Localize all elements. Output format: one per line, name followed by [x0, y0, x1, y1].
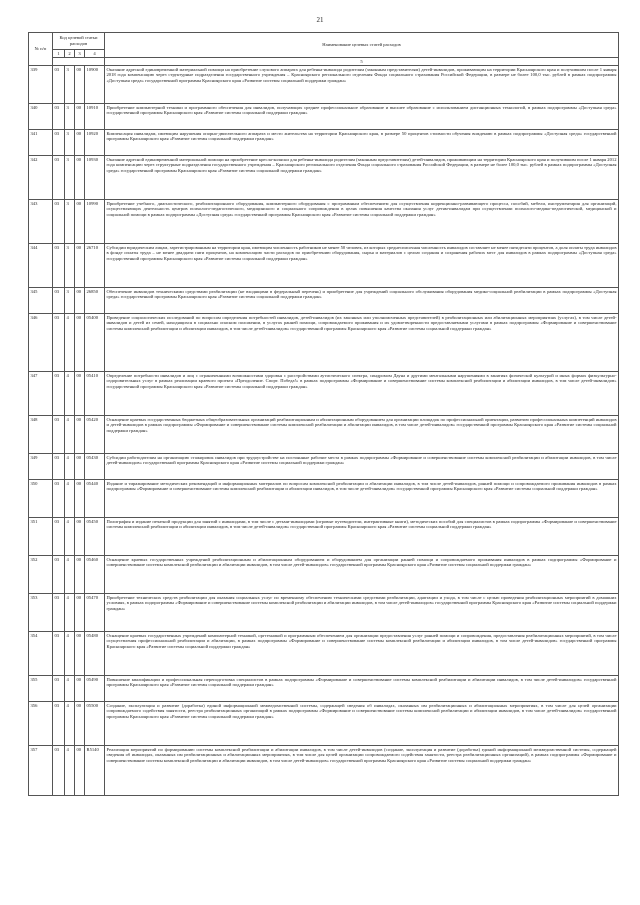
- code-part-3: 00: [75, 372, 85, 416]
- code-part-3: 00: [75, 244, 85, 288]
- row-description: Приобретение компьютерной техники и программного обеспечения для инвалидов, получающих среднее профессиональное образование и высшее образование с использованием дистанционных технологий, в рамках подпрограммы «Доступная среда» государственной программы Красноярского края «Развитие системы социальной поддержки граждан»: [105, 104, 619, 130]
- table-row: [29, 518, 619, 556]
- row-description: Проведение социологических исследований по вопросам определения потребностей инвалидов, детей-инвалидов (их законных или уполномоченных представителей) в реабилитационных или абилитационных мероприятиях (услугах), в том числе детей-инвалидов и детей из семей, находящихся в социально опасном положении, в услугах ранней помощи, сопровождаемого проживания и их удовлетворенности предоставляемыми услугами в рамках подпрограммы «Формирование и совершенствование системы комплексной реабилитации и абилитации инвалидов, в том числе детей-инвалидов» государственной программы Красноярского края «Развитие системы социальной поддержки граждан»: [105, 314, 619, 372]
- code-part-3: 00: [75, 454, 85, 480]
- row-number: 339: [29, 66, 53, 104]
- row-description: Оснащение краевых государственных учреждений компьютерной техникой, оргтехникой и программным обеспечением для организации предоставления услуг ранней помощи и сопровождения, предоставления реабилитационных мероприятий, в том числе осуществления профессиональной реабилитации и абилитации, в рамках подпрограммы «Формирование и совершенствование системы комплексной реабилитации и абилитации инвалидов, в том числе детей-инвалидов» государственной программы Красноярского края «Развитие системы социальной поддержки граждан»: [105, 632, 619, 676]
- table-row: [29, 200, 619, 244]
- code-part-4: 05500: [85, 702, 105, 746]
- code-part-3: 00: [75, 676, 85, 702]
- table-row: [29, 416, 619, 454]
- row-description: Оснащение краевых государственных учреждений реабилитационным и абилитационным оборудованием и оборудованием для организации ранней помощи и сопровождаемого проживания инвалидов в рамках подпрограммы «Формирование и совершенствование системы комплексной реабилитации и абилитации инвалидов, в том числе детей-инвалидов» государственной программы Красноярского края «Развитие системы социальной поддержки граждан»: [105, 556, 619, 594]
- table-row: [29, 676, 619, 702]
- code-part-2: 3: [65, 288, 75, 314]
- row-number: 346: [29, 314, 53, 372]
- code-part-1: 03: [53, 632, 65, 676]
- row-number: 357: [29, 746, 53, 796]
- table-row: [29, 156, 619, 200]
- row-description: Субсидии юридическим лицам, зарегистрированным на территории края, имеющим численность работников не менее 50 человек, из которых среднесписочная численность инвалидов составляет не менее пятидесяти процентов, а доля оплаты труда инвалидов в фонде оплаты труда – не менее двадцати пяти процентов, на компенсацию части расходов по приобретению оборудования, сырья и материалов с целью создания и сохранения рабочих мест для инвалидов в рамках подпрограммы «Доступная среда» государственной программы Красноярского края «Развитие системы социальной поддержки граждан»: [105, 244, 619, 288]
- code-part-2: 4: [65, 372, 75, 416]
- code-part-4: 10920: [85, 130, 105, 156]
- code-part-4: 05430: [85, 454, 105, 480]
- row-number: 352: [29, 556, 53, 594]
- row-number: 340: [29, 104, 53, 130]
- code-part-2: 4: [65, 480, 75, 518]
- table-row: [29, 244, 619, 288]
- code-part-4: 05470: [85, 594, 105, 632]
- code-part-1: 03: [53, 746, 65, 796]
- code-part-2: 4: [65, 416, 75, 454]
- code-part-2: 4: [65, 518, 75, 556]
- row-number: 350: [29, 480, 53, 518]
- row-description: Издание и тиражирование методических рекомендаций и информационных материалов по вопросам комплексной реабилитации и абилитации инвалидов, в том числе детей-инвалидов, ранней помощи и сопровождаемого проживания инвалидов в рамках подпрограммы «Формирование и совершенствование системы комплексной реабилитации и абилитации инвалидов, в том числе детей-инвалидов» государственной программы Красноярского края «Развитие системы социальной поддержки граждан»: [105, 480, 619, 518]
- table-row: [29, 556, 619, 594]
- header-name: Наименование целевых статей расходов: [105, 33, 619, 58]
- code-part-2: 4: [65, 676, 75, 702]
- code-part-3: 00: [75, 314, 85, 372]
- code-part-4: 05480: [85, 632, 105, 676]
- table-row: [29, 480, 619, 518]
- code-part-1: 03: [53, 66, 65, 104]
- row-description: Повышение квалификации и профессиональная переподготовка специалистов в рамках подпрограммы «Формирование и совершенствование системы комплексной реабилитации и абилитации инвалидов, в том числе детей-инвалидов» государственной программы Красноярского края «Развитие системы социальной поддержки граждан»: [105, 676, 619, 702]
- table-row: [29, 594, 619, 632]
- row-description: Субсидии работодателям на организацию стажировок инвалидов при трудоустройстве на постоянные рабочие места в рамках подпрограммы «Формирование и совершенствование системы комплексной реабилитации и абилитации инвалидов, в том числе детей-инвалидов» государственной программы Красноярского края «Развитие системы социальной поддержки граждан»: [105, 454, 619, 480]
- table-row: [29, 454, 619, 480]
- code-part-3: 00: [75, 288, 85, 314]
- code-part-1: 03: [53, 130, 65, 156]
- row-number: 343: [29, 200, 53, 244]
- code-part-2: 3: [65, 244, 75, 288]
- code-part-2: 4: [65, 594, 75, 632]
- code-part-2: 4: [65, 314, 75, 372]
- code-part-2: 3: [65, 130, 75, 156]
- header-num: № п/п: [29, 33, 53, 66]
- code-part-1: 03: [53, 372, 65, 416]
- code-part-4: 10910: [85, 104, 105, 130]
- header-subcol: 2: [65, 50, 75, 58]
- row-description: Оказание адресной единовременной материальной помощи на приобретение кресла-коляски для ребенка-инвалида родителям (законным представителям) детей-инвалидов, проживающим на территории Красноярского края и получившим после 1 января 2012 года компенсацию через структурные подразделения государственного учреждения – Красноярского регионального отделения Фонда социального страхования Российской Федерации, в размере не более 100,0 тыс. рублей в рамках подпрограммы «Доступная среда» государственной программы Красноярского края «Развитие системы социальной поддержки граждан»: [105, 156, 619, 200]
- header-name-col: 5: [105, 58, 619, 66]
- code-part-3: 00: [75, 594, 85, 632]
- table-row: [29, 746, 619, 796]
- code-part-2: 4: [65, 556, 75, 594]
- row-number: 341: [29, 130, 53, 156]
- code-part-1: 03: [53, 480, 65, 518]
- row-description: Создание, эксплуатация и развитие (доработка) единой информационной межведомственной системы, содержащей сведения об инвалидах, оказанных им реабилитационных и абилитационных мероприятиях, в том числе для целей организации сопровождаемого содействия занятости, реестра реабилитационных организаций в рамках подпрограммы «Формирование и совершенствование системы комплексной реабилитации и абилитации инвалидов, в том числе детей-инвалидов» государственной программы Красноярского края «Развитие системы социальной поддержки граждан»: [105, 702, 619, 746]
- code-part-3: 00: [75, 104, 85, 130]
- row-number: 355: [29, 676, 53, 702]
- code-part-4: 26850: [85, 288, 105, 314]
- row-number: 349: [29, 454, 53, 480]
- code-part-4: 26710: [85, 244, 105, 288]
- page-number: 21: [316, 16, 324, 24]
- code-part-2: 3: [65, 200, 75, 244]
- code-part-4: R5140: [85, 746, 105, 796]
- code-part-2: 4: [65, 746, 75, 796]
- code-part-4: 05400: [85, 314, 105, 372]
- code-part-1: 03: [53, 416, 65, 454]
- table-row: [29, 702, 619, 746]
- code-part-3: 00: [75, 702, 85, 746]
- budget-table: [28, 32, 619, 796]
- code-part-1: 03: [53, 454, 65, 480]
- code-part-2: 3: [65, 66, 75, 104]
- code-part-2: 4: [65, 454, 75, 480]
- code-part-2: 3: [65, 156, 75, 200]
- code-part-4: 10930: [85, 156, 105, 200]
- code-part-1: 03: [53, 200, 65, 244]
- code-part-3: 00: [75, 66, 85, 104]
- row-description: Полиграфия и издание печатной продукции для занятий с инвалидами, в том числе с детьми-инвалидами (игровые путеводители, интерактивные книги), методических пособий для специалистов в рамках подпрограммы «Формирование и совершенствование системы комплексной реабилитации и абилитации инвалидов, в том числе детей-инвалидов» государственной программы Красноярского края «Развитие системы социальной поддержки граждан»: [105, 518, 619, 556]
- code-part-1: 03: [53, 676, 65, 702]
- row-description: Определение потребности инвалидов и лиц с ограниченными возможностями здоровья с расстройствами аутистического спектра, синдромом Дауна и другими ментальными нарушениями в занятиях физической культурой и иных формах физкультурно-оздоровительных услуг в рамках реализации краевого проекта «Преодоление. Спорт. Победа!» в рамках подпрограммы «Формирование и совершенствование системы комплексной реабилитации и абилитации инвалидов, в том числе детей-инвалидов» государственной программы Красноярского края «Развитие системы социальной поддержки граждан»: [105, 372, 619, 416]
- row-number: 348: [29, 416, 53, 454]
- row-description: Компенсация инвалидам, имеющим нарушения опорно-двигательного аппарата и место жительства на территории Красноярского края, в размере 50 процентов стоимости обучения вождению в рамках подпрограммы «Доступная среда» государственной программы Красноярского края «Развитие системы социальной поддержки граждан»: [105, 130, 619, 156]
- code-part-1: 03: [53, 594, 65, 632]
- row-number: 342: [29, 156, 53, 200]
- code-part-1: 03: [53, 314, 65, 372]
- row-number: 344: [29, 244, 53, 288]
- code-part-3: 00: [75, 480, 85, 518]
- code-part-1: 03: [53, 518, 65, 556]
- code-part-1: 03: [53, 556, 65, 594]
- code-part-4: 10990: [85, 200, 105, 244]
- table-row: [29, 66, 619, 104]
- row-description: Приобретение учебного, диагностического, реабилитационного оборудования, компьютерного оборудования с программным обеспечением для осуществления коррекционно-развивающего процесса, пособий, мебели, инструментария для организаций, осуществляющих деятельность центров психолого-педагогического, медицинского и социального сопровождения в целях повышения качества оказания услуг детям-инвалидам при осуществлении психолого-медико-педагогической, медицинской и социальной помощи в рамках подпрограммы «Доступная среда» государственной программы Красноярского края «Развитие системы социальной поддержки граждан»: [105, 200, 619, 244]
- table-row: [29, 288, 619, 314]
- code-part-1: 03: [53, 156, 65, 200]
- code-part-3: 00: [75, 556, 85, 594]
- code-part-1: 03: [53, 702, 65, 746]
- code-part-3: 00: [75, 156, 85, 200]
- code-part-4: 05440: [85, 480, 105, 518]
- code-part-2: 3: [65, 104, 75, 130]
- table-row: [29, 104, 619, 130]
- table-row: [29, 314, 619, 372]
- code-part-2: 4: [65, 702, 75, 746]
- code-part-1: 03: [53, 104, 65, 130]
- header-subcol: 4: [85, 50, 105, 58]
- row-number: 354: [29, 632, 53, 676]
- row-description: Оснащение краевых государственных бюджетных общеобразовательных организаций реабилитационным и абилитационным оборудованием для организации площадок по профессиональной ориентации, развитию профессиональных компетенций инвалидов и детей-инвалидов в рамках подпрограммы «Формирование и совершенствование системы комплексной реабилитации и абилитации инвалидов, в том числе детей-инвалидов» государственной программы Красноярского края «Развитие системы социальной поддержки граждан»: [105, 416, 619, 454]
- row-number: 347: [29, 372, 53, 416]
- code-part-4: 05490: [85, 676, 105, 702]
- code-part-3: 00: [75, 746, 85, 796]
- row-description: Реализация мероприятий по формированию системы комплексной реабилитации и абилитации инвалидов, в том числе детей-инвалидов (создание, эксплуатация и развитие (доработка) единой информационной межведомственной системы, содержащей сведения об инвалидах, оказанных им реабилитационных и абилитационных мероприятиях, в том числе для целей организации сопровождаемого содействия занятости, реестра реабилитационных организаций), в рамках подпрограммы «Формирование и совершенствование системы комплексной реабилитации и абилитации инвалидов, в том числе детей-инвалидов» государственной программы Красноярского края «Развитие системы социальной поддержки граждан»: [105, 746, 619, 796]
- code-part-4: 05420: [85, 416, 105, 454]
- row-description: Оказание адресной единовременной материальной помощи на приобретение слухового аппарата для ребенка-инвалида родителям (законным представителям) детей-инвалидов, проживающим на территории Красноярского края и получившим после 1 января 2018 года компенсацию через структурные подразделения государственного учреждения – Красноярского регионального отделения Фонда социального страхования Российской Федерации, в размере не более 100,0 тыс. рублей в рамках подпрограммы «Доступная среда» государственной программы Красноярского края «Развитие системы социальной поддержки граждан»: [105, 66, 619, 104]
- header-subcol: 1: [53, 50, 65, 58]
- table-row: [29, 372, 619, 416]
- row-description: Приобретение технических средств реабилитации для оказания социальных услуг по временному обеспечению техническими средствами реабилитации, адаптации и ухода, в том числе с целью проведения реабилитационных мероприятий в домашних условиях, в рамках подпрограммы «Формирование и совершенствование системы комплексной реабилитации и абилитации инвалидов, в том числе детей-инвалидов» государственной программы Красноярского края «Развитие системы социальной поддержки граждан»: [105, 594, 619, 632]
- table-row: [29, 632, 619, 676]
- header-code: Код целевой статьи расходов: [53, 33, 105, 50]
- row-number: 345: [29, 288, 53, 314]
- header-subcol: 3: [75, 50, 85, 58]
- row-number: 351: [29, 518, 53, 556]
- code-part-3: 00: [75, 200, 85, 244]
- code-part-4: 05410: [85, 372, 105, 416]
- code-part-4: 05460: [85, 556, 105, 594]
- code-part-3: 00: [75, 518, 85, 556]
- code-part-1: 03: [53, 288, 65, 314]
- code-part-2: 4: [65, 632, 75, 676]
- code-part-3: 00: [75, 632, 85, 676]
- row-number: 353: [29, 594, 53, 632]
- code-part-3: 00: [75, 416, 85, 454]
- code-part-1: 03: [53, 244, 65, 288]
- row-number: 356: [29, 702, 53, 746]
- code-part-3: 00: [75, 130, 85, 156]
- table-row: [29, 130, 619, 156]
- code-part-4: 05450: [85, 518, 105, 556]
- code-part-4: 10900: [85, 66, 105, 104]
- row-description: Обеспечение инвалидов техническими средствами реабилитации (не входящими в федеральный перечень) и приобретение для учреждений социального обслуживания оборудования медико-социальной реабилитации в рамках подпрограммы «Доступная среда» государственной программы Красноярского края «Развитие системы социальной поддержки граждан»: [105, 288, 619, 314]
